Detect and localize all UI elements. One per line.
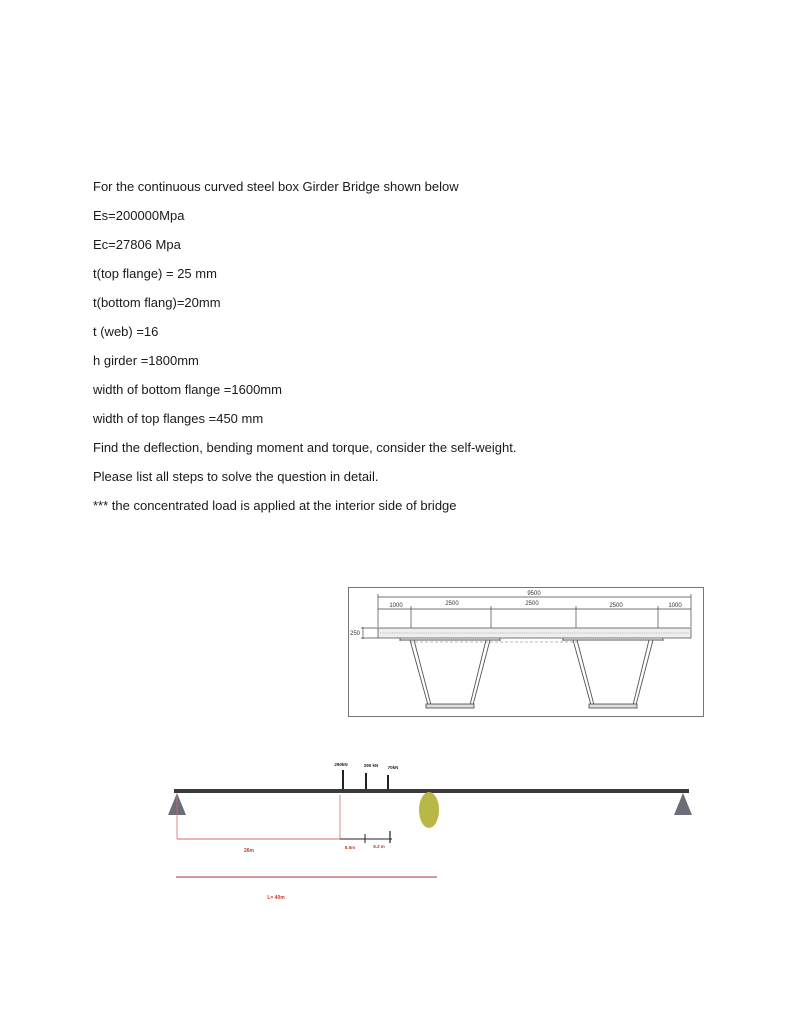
bottom-flange-thickness: t(bottom flang)=20mm [93,295,221,310]
instruction-line: Please list all steps to solve the question in detail. [93,469,379,484]
dim-left-overhang: 1000 [389,603,403,609]
dim-right-overhang: 1000 [668,603,682,609]
cross-section-figure [348,587,704,717]
load-3-label: 70kN [387,765,399,770]
top-flange-thickness: t(top flange) = 25 mm [93,266,217,281]
web-thickness: t (web) =16 [93,324,159,339]
top-flange-width: width of top flanges =450 mm [93,411,264,426]
load-1-label: 290kN [334,762,348,767]
problem-statement [93,179,713,527]
bottom-flange-width: width of bottom flange =1600mm [93,382,282,397]
right-support [674,793,692,815]
span-length-label: L= 40m [267,895,285,901]
ec-value: Ec=27806 Mpa [93,237,181,252]
beam-load-diagram [160,755,705,905]
task-line: Find the deflection, bending moment and torque, consider the self-weight. [93,440,517,455]
slab-thickness-label: 250 [350,631,361,637]
dim-26m-label: 26m [243,848,255,854]
beam [174,789,689,793]
load-2-label: 290 kN [363,763,379,768]
dim-mid-1: 2500 [445,601,459,607]
spacing-2-label: 8.3 m [373,844,385,849]
es-value: Es=200000Mpa [93,208,185,223]
intro-line: For the continuous curved steel box Girder Bridge shown below [93,179,459,194]
total-width-label: 9500 [527,591,541,597]
dim-mid-3: 2500 [609,603,623,609]
note-line: *** the concentrated load is applied at the interior side of bridge [93,498,457,513]
spacing-1-label: 8.5m [344,845,356,850]
interior-side-marker [419,792,439,828]
girder-height: h girder =1800mm [93,353,199,368]
dim-mid-2: 2500 [525,601,539,607]
